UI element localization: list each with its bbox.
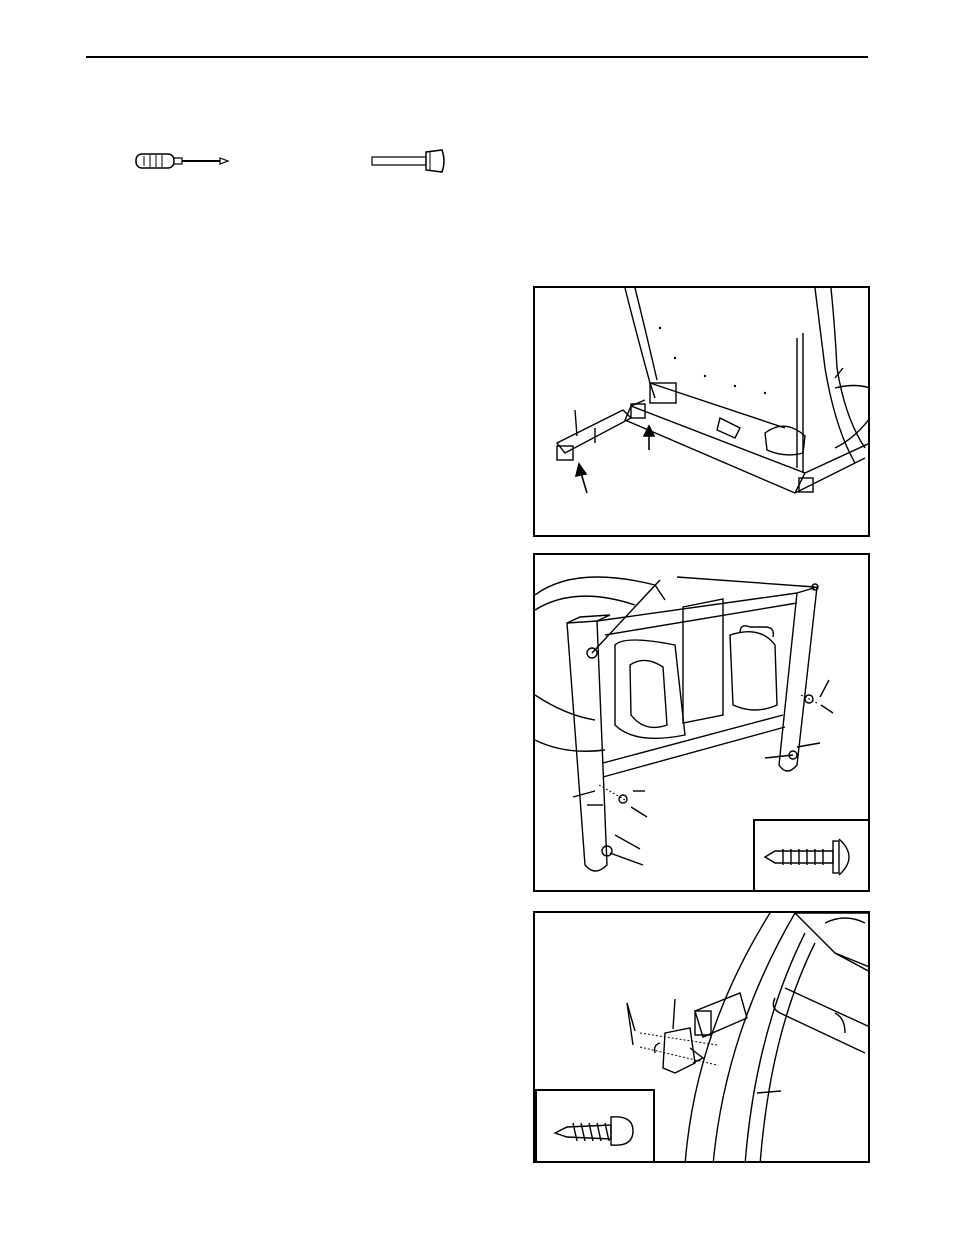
phillips-screwdriver-icon (134, 148, 234, 174)
small-screw-icon (535, 1089, 655, 1163)
uprights-attachment-illustration (533, 553, 870, 892)
large-flanged-screw-icon (753, 819, 870, 892)
console-bracket-illustration (533, 911, 870, 1163)
frame-base-assembly-illustration (533, 286, 870, 537)
header-rule (86, 56, 868, 58)
rubber-mallet-icon (370, 146, 450, 176)
